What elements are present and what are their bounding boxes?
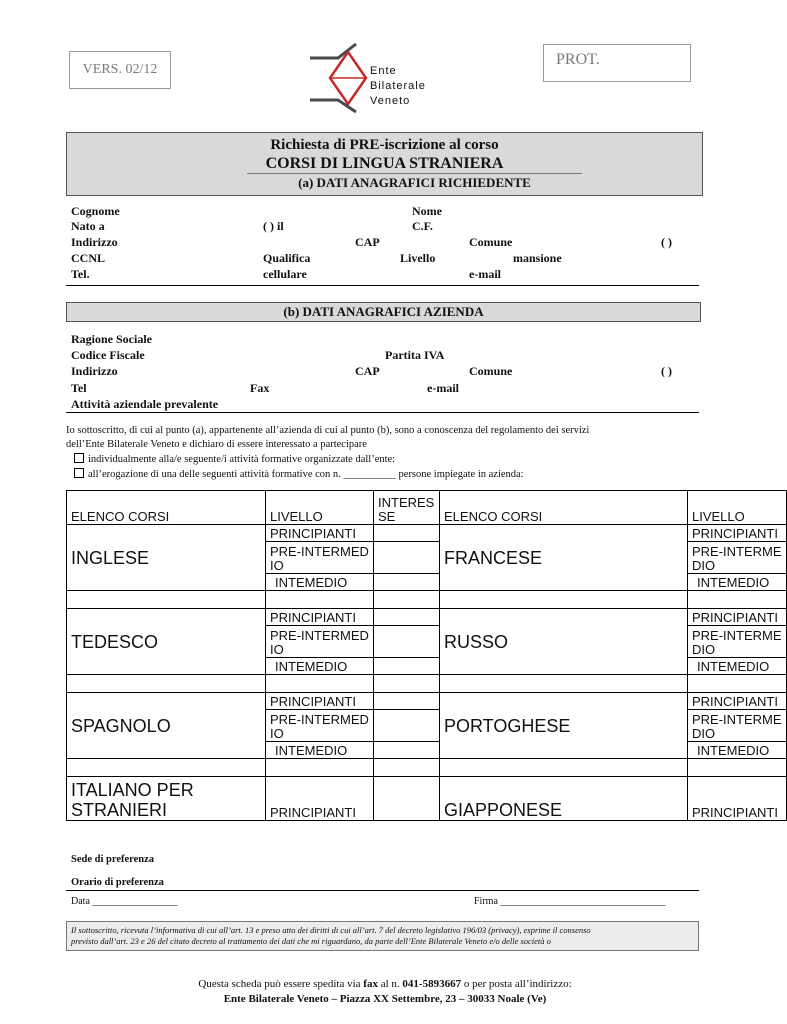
course-right: RUSSO <box>440 609 688 675</box>
course-left: ITALIANO PER STRANIERI <box>67 777 266 821</box>
label-qualifica: Qualifica <box>263 251 311 265</box>
label-tel: Tel. <box>71 267 90 281</box>
table-row <box>67 693 787 710</box>
label-mansione: mansione <box>513 251 562 265</box>
table-spacer-row <box>67 675 787 693</box>
label-b-tel: Tel <box>71 381 87 395</box>
interest-cell[interactable] <box>374 742 440 759</box>
title-bar <box>66 132 703 196</box>
level-cell: PRINCIPIANTI <box>266 777 374 821</box>
logo-line-2: Bilaterale <box>370 80 426 92</box>
level-cell: PRINCIPIANTI <box>688 525 787 542</box>
label-b-indirizzo: Indirizzo <box>71 364 118 378</box>
label-prov: ( ) <box>661 235 672 249</box>
label-cellulare: cellulare <box>263 267 307 281</box>
section-b-title: (b) DATI ANAGRAFICI AZIENDA <box>283 304 484 319</box>
logo-line-1: Ente <box>370 65 397 77</box>
section-b-bar <box>66 302 701 322</box>
course-right: FRANCESE <box>440 525 688 591</box>
option-individual[interactable] <box>74 453 395 465</box>
course-right: GIAPPONESE <box>440 777 688 821</box>
level-cell: PRINCIPIANTI <box>266 525 374 542</box>
bottom-fax-number: 041-5893667 <box>402 978 462 990</box>
bottom-line-1-pre: Questa scheda può essere spedita via <box>198 978 364 990</box>
header-interest: INTERESSE <box>374 491 440 525</box>
table-spacer-row <box>67 759 787 777</box>
table-spacer-row <box>67 591 787 609</box>
bottom-line-1-mid: al n. <box>377 978 403 990</box>
course-left: TEDESCO <box>67 609 266 675</box>
privacy-line-1: Il sottoscritto, ricevuta l’informativa di cui all’art. 13 e preso atto dei diritti di cui all’art. 7 del decreto legislativo 196/03 (privacy), esprime il consenso <box>71 925 591 935</box>
bottom-address: Ente Bilaterale Veneto – Piazza XX Settembre, 23 – 30033 Noale (Ve) <box>223 993 547 1005</box>
level-cell: PRE-INTERMEDIO <box>688 626 787 658</box>
label-indirizzo: Indirizzo <box>71 235 118 249</box>
logo-mark <box>306 40 368 116</box>
privacy-box <box>66 921 699 951</box>
label-data: Data _________________ <box>71 896 178 907</box>
label-paren-il: ( ) il <box>263 219 284 233</box>
interest-cell[interactable] <box>374 710 440 742</box>
interest-cell[interactable] <box>374 525 440 542</box>
bottom-line-1 <box>0 978 770 990</box>
label-firma: Firma _________________________________ <box>474 896 666 907</box>
header-courses-left: ELENCO CORSI <box>67 491 266 525</box>
title-line-1: Richiesta di PRE-iscrizione al corso <box>270 137 499 153</box>
label-cf: C.F. <box>412 219 433 233</box>
header-courses-right: ELENCO CORSI <box>440 491 688 525</box>
label-cap: CAP <box>355 235 380 249</box>
course-left: INGLESE <box>67 525 266 591</box>
prot-label: PROT. <box>556 51 600 68</box>
level-cell: INTEMEDIO <box>266 742 374 759</box>
label-codice-fiscale: Codice Fiscale <box>71 348 145 362</box>
label-b-email: e-mail <box>427 381 459 395</box>
table-row <box>67 525 787 542</box>
interest-cell[interactable] <box>374 777 440 821</box>
declaration-line-1: Io sottoscritto, di cui al punto (a), appartenente all’azienda di cui al punto (b), sono a conoscenza del regolamento dei servizi <box>66 425 590 436</box>
level-cell: PRINCIPIANTI <box>266 693 374 710</box>
label-b-fax: Fax <box>250 381 270 395</box>
level-cell: PRE-INTERMEDIO <box>266 710 374 742</box>
option-individual-label: individualmente alla/e seguente/i attività formative organizzate dall’ente: <box>88 454 396 465</box>
label-sede: Sede di preferenza <box>71 854 155 865</box>
orario-underline <box>66 890 699 891</box>
label-nato-a: Nato a <box>71 219 105 233</box>
logo <box>306 40 466 116</box>
level-cell: PRE-INTERMEDIO <box>266 542 374 574</box>
privacy-line-2: previsto dall’art. 23 e 26 del citato decreto al trattamento dei dati che mi riguardano, da parte dell’Ente Bilaterale Veneto e/o delle società o <box>71 936 551 946</box>
section-b-underline <box>66 412 699 413</box>
logo-line-3: Veneto <box>370 95 411 107</box>
label-ragione-sociale: Ragione Sociale <box>71 332 152 346</box>
checkbox-icon[interactable] <box>74 468 84 478</box>
interest-cell[interactable] <box>374 693 440 710</box>
interest-cell[interactable] <box>374 542 440 574</box>
bottom-fax: fax <box>363 978 378 990</box>
interest-cell[interactable] <box>374 658 440 675</box>
label-orario: Orario di preferenza <box>71 877 164 888</box>
course-left: SPAGNOLO <box>67 693 266 759</box>
label-nome: Nome <box>412 204 442 218</box>
level-cell: PRINCIPIANTI <box>688 693 787 710</box>
checkbox-icon[interactable] <box>74 453 84 463</box>
table-row <box>67 777 787 821</box>
label-b-comune: Comune <box>469 364 513 378</box>
declaration-line-2: dell’Ente Bilaterale Veneto e dichiaro di essere interessato a partecipare <box>66 439 367 450</box>
level-cell: PRINCIPIANTI <box>688 777 787 821</box>
courses-table <box>66 490 787 821</box>
level-cell: INTEMEDIO <box>688 742 787 759</box>
section-a-title: (a) DATI ANAGRAFICI RICHIEDENTE <box>247 173 582 192</box>
label-email: e-mail <box>469 267 501 281</box>
header-level-right: LIVELLO <box>688 491 787 525</box>
level-cell: INTEMEDIO <box>688 574 787 591</box>
level-cell: PRINCIPIANTI <box>688 609 787 626</box>
level-cell: PRE-INTERMEDIO <box>688 542 787 574</box>
header-level-left: LIVELLO <box>266 491 374 525</box>
logo-text <box>370 64 426 109</box>
version-box <box>69 51 171 89</box>
interest-cell[interactable] <box>374 626 440 658</box>
label-livello: Livello <box>400 251 436 265</box>
level-cell: PRINCIPIANTI <box>266 609 374 626</box>
table-row <box>67 609 787 626</box>
level-cell: INTEMEDIO <box>266 658 374 675</box>
section-a-underline <box>66 285 699 286</box>
bottom-line-1-post: o per posta all’indirizzo: <box>461 978 572 990</box>
table-header-row <box>67 491 787 525</box>
option-company[interactable] <box>74 468 524 480</box>
label-b-prov: ( ) <box>661 364 672 378</box>
label-ccnl: CCNL <box>71 251 106 265</box>
label-b-cap: CAP <box>355 364 380 378</box>
title-line-2: CORSI DI LINGUA STRANIERA <box>265 155 504 172</box>
course-right: PORTOGHESE <box>440 693 688 759</box>
level-cell: PRE-INTERMEDIO <box>688 710 787 742</box>
prot-box <box>543 44 691 82</box>
label-partita-iva: Partita IVA <box>385 348 445 362</box>
interest-cell[interactable] <box>374 609 440 626</box>
level-cell: INTEMEDIO <box>266 574 374 591</box>
label-comune: Comune <box>469 235 513 249</box>
option-company-label: all’erogazione di una delle seguenti attività formative con n. __________ persone impiegate in azienda: <box>88 469 524 480</box>
interest-cell[interactable] <box>374 574 440 591</box>
label-cognome: Cognome <box>71 204 120 218</box>
version-label: VERS. 02/12 <box>82 62 158 77</box>
label-attivita: Attività aziendale prevalente <box>71 397 219 411</box>
level-cell: PRE-INTERMEDIO <box>266 626 374 658</box>
level-cell: INTEMEDIO <box>688 658 787 675</box>
